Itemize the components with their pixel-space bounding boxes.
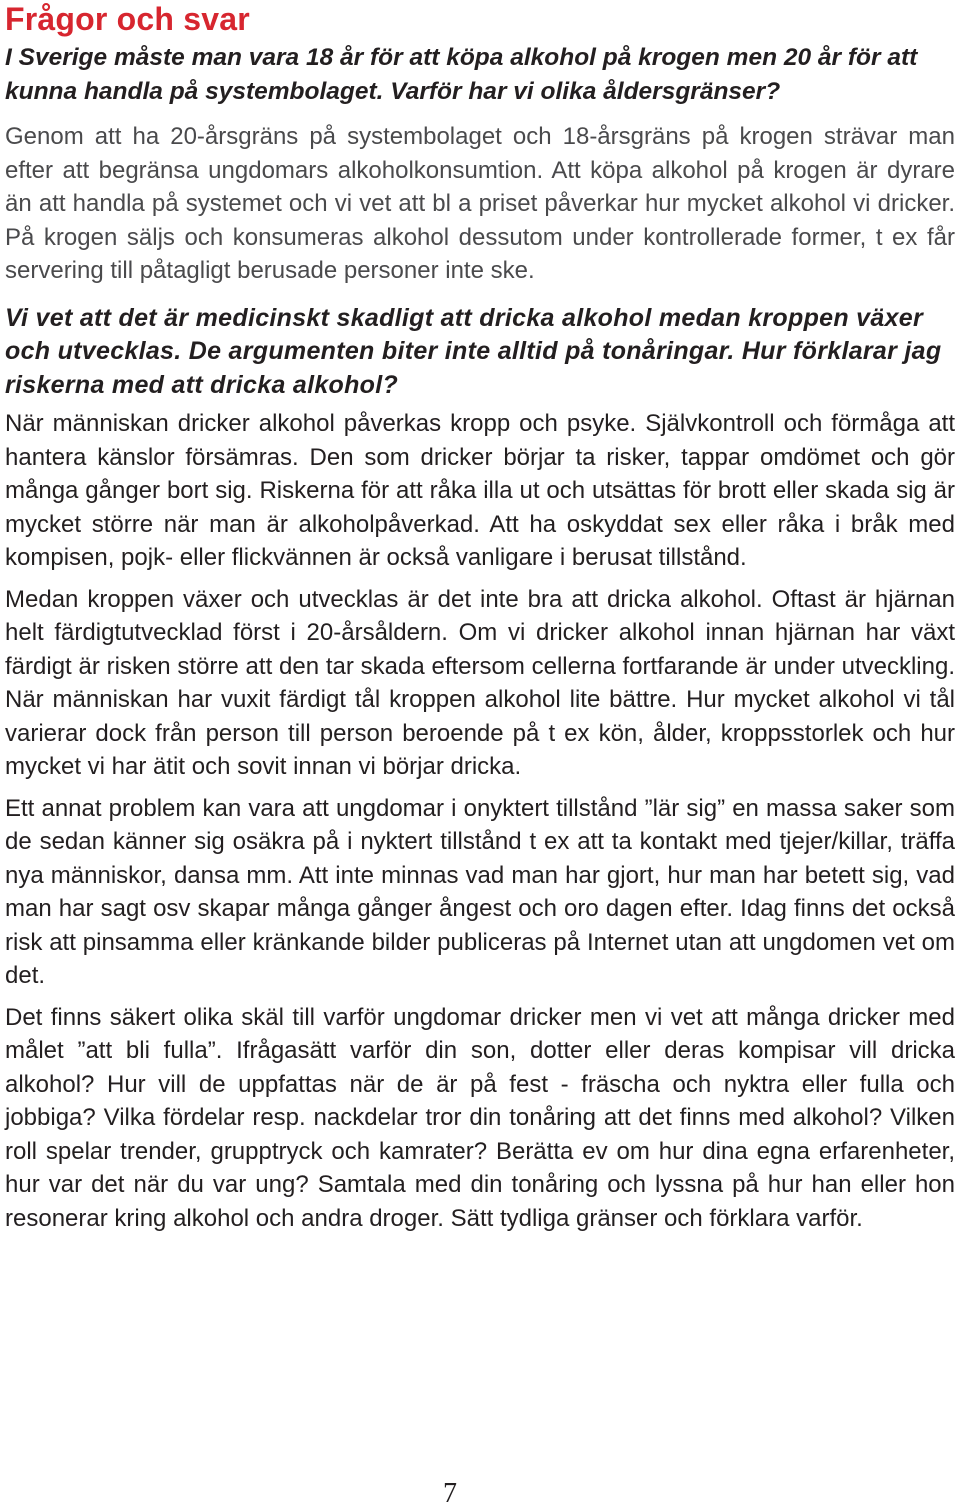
question-2: Vi vet att det är medicinskt skadligt att dricka alkohol medan kroppen växer och utvecklas. De argumenten biter inte alltid på tonåringar. Hur förklarar jag riskerna med att dricka alkohol? [5,303,942,399]
answer-2-paragraph-2: Medan kroppen växer och utvecklas är det inte bra att dricka alkohol. Oftast är hjärnan helt färdigtutvecklad först i 20-årsåldern. Om vi dricker alkohol innan hjärnan har växt färdigt är risken större att den tar skada eftersom cellerna fortfarande är under utveckling. När människan har vuxit färdigt tål kroppen alkohol lite bättre. Hur mycket alkohol vi tål varierar dock från person till person beroende på t ex kön, ålder, kroppsstorlek och hur mycket vi har ätit och sovit innan vi börjar dricka. [5,585,955,780]
answer-1-paragraph: Genom att ha 20-årsgräns på systembolaget och 18-årsgräns på krogen strävar man efter att begränsa ungdomars alkoholkonsumtion. Att köpa alkohol på krogen är dyrare än att handla på systemet och vi vet att bl a priset påverkar hur mycket alkohol vi dricker. På krogen säljs och konsumeras alkohol dessutom under kontrollerade former, t ex får servering till påtagligt berusade personer inte ske. [5,123,955,284]
answer-2-paragraph-4: Det finns säkert olika skäl till varför ungdomar dricker men vi vet att många dricker med målet ”att bli fulla”. Ifrågasätt varför din son, dotter eller deras kompisar vill dricka alkohol? Hur vill de uppfattas när de är på fest - fräscha och nyktra eller fulla och jobbiga? Vilka fördelar resp. nackdelar tror din tonåring att det finns med alkohol? Vilken roll spelar trender, grupptryck och kamrater? Berätta ev om hur dina egna erfarenheter, hur var det när du var ung? Samtala med din tonåring och lyssna på hur han eller hon resonerar kring alkohol och andra droger. Sätt tydliga gränser och förklara varför. [5,1003,955,1232]
question-1: I Sverige måste man vara 18 år för att köpa alkohol på krogen men 20 år för att kunna handla på systembolaget. Varför har vi olika åldersgränser? [5,44,918,105]
page-number: 7 [443,1478,457,1509]
answer-2-paragraph-3: Ett annat problem kan vara att ungdomar i onyktert tillstånd ”lär sig” en massa saker som de sedan känner sig osäkra på i nyktert tillstånd t ex att ta kontakt med tjejer/killar, träffa nya människor, dansa mm. Att inte minnas vad man har gjort, hur man har betett sig, vad man har sagt osv skapar många gånger ångest och oro dagen efter. Idag finns det också risk att pinsamma eller kränkande bilder publiceras på Internet utan att ungdomen vet om det. [5,794,955,989]
document-page [5,0,955,1235]
answer-2-paragraph-1: När människan dricker alkohol påverkas kropp och psyke. Självkontroll och förmåga att hantera känslor försämras. Den som dricker börjar ta risker, tappar omdömet och gör många gånger bort sig. Riskerna för att råka illa ut och utsättas för brott eller skada sig är mycket större när man är alkoholpåverkad. Att ha oskyddat sex eller råka i bråk med kompisen, pojk- eller flickvännen är också vanligare i berusat tillstånd. [5,410,955,571]
page-title: Frågor och svar [5,1,250,37]
